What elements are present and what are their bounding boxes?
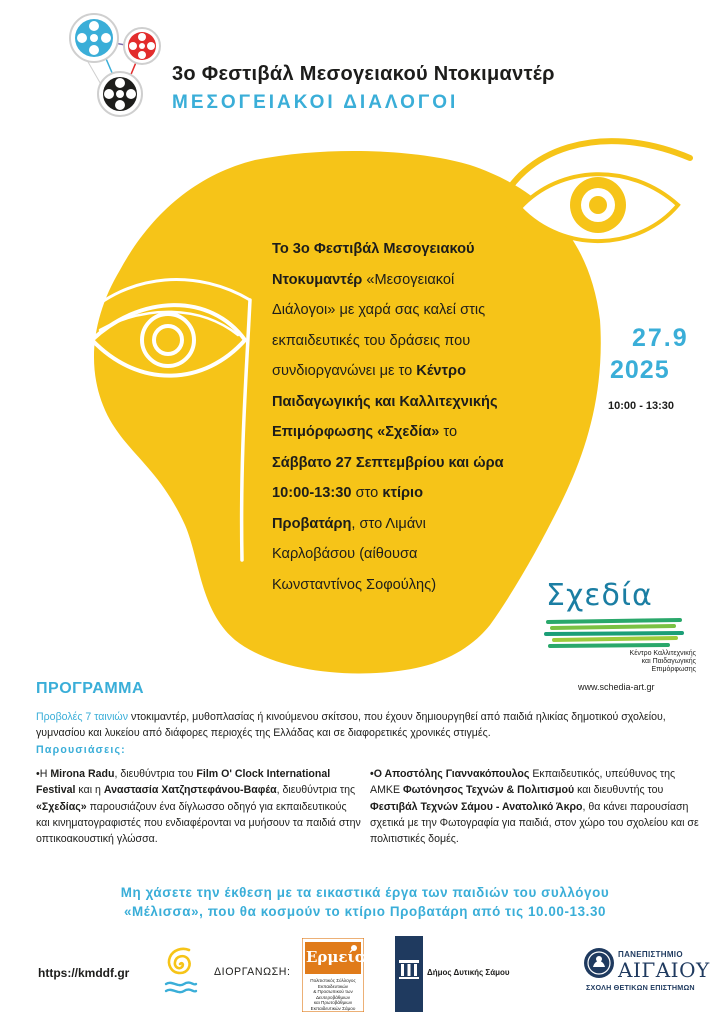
invitation-text: Το 3ο Φεστιβάλ Μεσογειακού Ντοκυμαντέρ «Μεσογειακοί Διάλογοι» με χαρά σας καλεί στις εκπαιδευτικές του δράσεις που συνδιοργανώνει με το Κέντρο Παιδαγωγικής και Καλλιτεχνικής Επιμόρφωσης «Σχεδία» το Σάββατο 27 Σεπτεμβρίου και ώρα 10:00-13:30 στο κτίριο Προβατάρη, στο Λιμάνι Καρλοβάσου (αίθουσα Κωνσταντίνος Σοφούλης) <box>272 241 504 593</box>
schedia-name: Σχεδία <box>546 578 653 613</box>
dimos-name: Δήμος Δυτικής Σάμου <box>427 968 510 977</box>
presentation-left: •Η Mirona Radu, διευθύντρια του Film O' Clock International Festival και η Αναστασία Χατζηστεφάνου-Βαφέα, διευθύντρια της «Σχεδίας» παρουσιάζουν ένα δίγλωσσο οδηγό για εκπαιδευτικούς και κινηματογραφιστές που ενδιαφέρονται να μυήσουν τα παιδιά στην οπτικοακουστική γλώσσα. <box>36 768 361 846</box>
program-description: Προβολές 7 ταινιών ντοκιμαντέρ, μυθοπλασίας ή κινούμενου σκίτσου, που έχουν δημιουργηθεί από παιδιά ηλικίας δημοτικού σχολείου, γυμνασίου και λυκείου από διάφορες περιοχές της Ελλάδας και σε διαφορετικές χρονικές στιγμές. <box>36 711 666 739</box>
ermis-subtitle: Πολιτιστικός Σύλλογος Εκπαιδευτικών & Προσωπικού των Δευτεροβάθμιων και Πρωτοβάθμιων Εκπαιδευτικών Σάμου <box>310 978 356 1011</box>
organizer-label: ΔΙΟΡΓΑΝΩΣΗ: <box>214 966 291 978</box>
university-seal-icon <box>583 947 615 979</box>
festival-subtitle: ΜΕΣΟΓΕΙΑΚΟΙ ΔΙΑΛΟΓΟΙ <box>172 92 459 113</box>
presentation-right: •Ο Αποστόλης Γιαννακόπουλος Εκπαιδευτικός, υπεύθυνος της ΑΜΚΕ Φωτόνησος Τεχνών & Πολιτισμού και διευθυντής του Φεστιβάλ Τεχνών Σάμου - Ανατολικό Άκρο, θα κάνει παρουσίαση σχετικά με την Φωτογραφία για παιδιά, στον χώρο του σχολείου και σε πολιτιστικές δομές. <box>370 768 699 846</box>
university-label: ΠΑΝΕΠΙΣΤΗΜΙΟ <box>618 950 683 959</box>
temple-columns-icon <box>398 958 420 980</box>
schedia-url-link[interactable]: www.schedia-art.gr <box>578 682 655 692</box>
film-reels-icon <box>60 8 180 118</box>
ermis-name: Ερμείας <box>306 948 376 966</box>
event-time: 10:00 - 13:30 <box>608 400 675 412</box>
event-year: 2025 <box>610 356 670 384</box>
website-link[interactable]: https://kmddf.gr <box>38 966 130 980</box>
festival-title: 3ο Φεστιβάλ Μεσογειακού Ντοκιμαντέρ <box>172 63 555 85</box>
spiral-logo-icon <box>160 942 200 998</box>
event-day-month: 27.9 <box>632 324 689 352</box>
program-title: ΠΡΟΓΡΑΜΜΑ <box>36 680 145 697</box>
presentations-title: Παρουσιάσεις: <box>36 744 126 756</box>
exhibition-banner: Μη χάσετε την έκθεση με τα εικαστικά έργα των παιδιών του συλλόγου «Μέλισσα», που θα κοσμούν το κτίριο Προβατάρη από τις 10.00-13.30 <box>120 885 610 919</box>
schedia-subtitle: Κέντρο Καλλιτεχνικής και Παιδαγωγικής Επιμόρφωσης <box>629 650 696 673</box>
university-name: ΑΙΓΑΙΟΥ <box>618 958 710 982</box>
university-school: ΣΧΟΛΗ ΘΕΤΙΚΩΝ ΕΠΙΣΤΗΜΩΝ <box>586 983 695 992</box>
